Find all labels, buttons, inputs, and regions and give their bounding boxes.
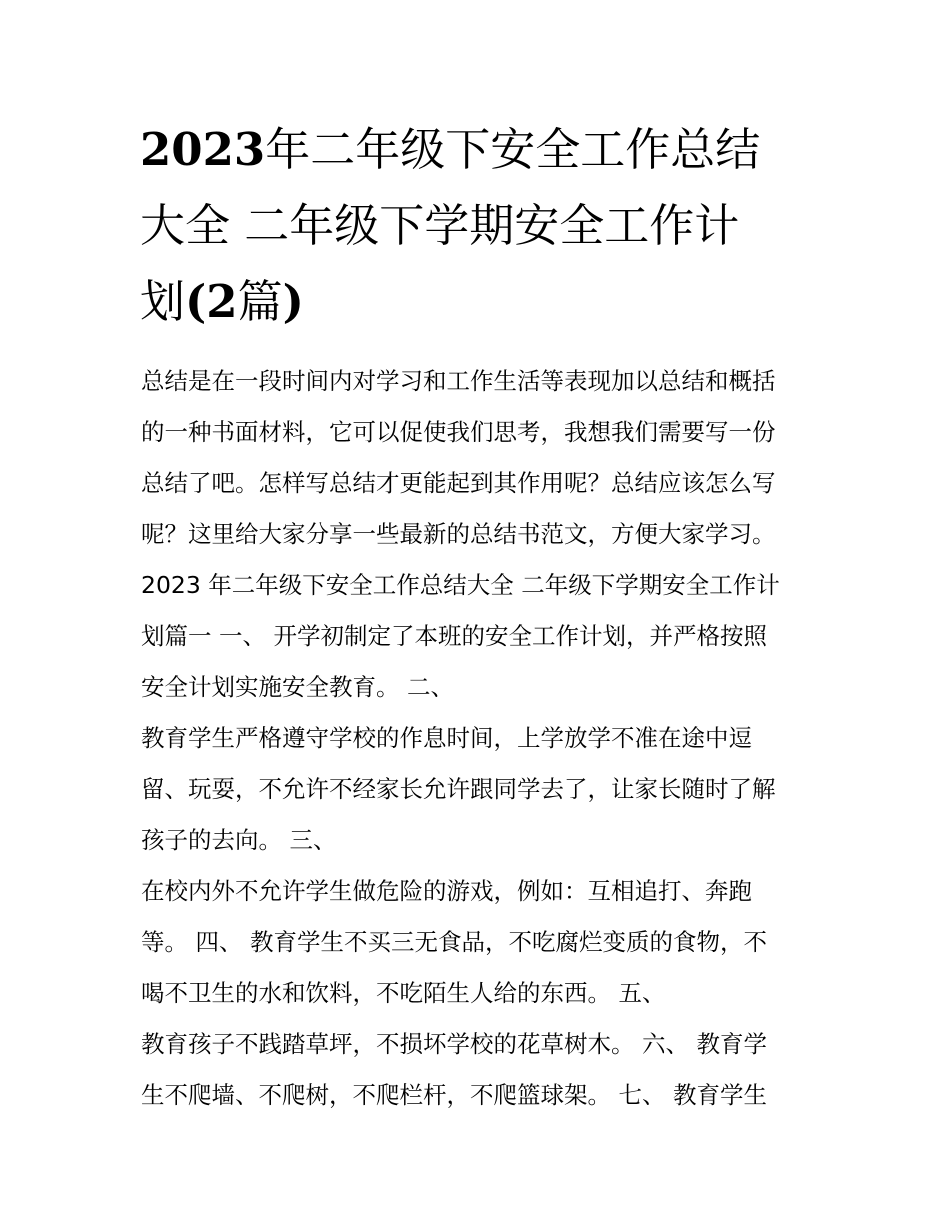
title-line-3-text: 划 [140,275,186,328]
title-line-2 [140,188,820,264]
body-line: 教育学生严格遵守学校的作息时间，上学放学不准在途中逗 [141,724,752,752]
document-title [140,112,820,340]
body-line: 在校内外不允许学生做危险的游戏，例如：互相追打、奔跑 [141,877,752,905]
body-line: 生不爬墙、不爬树，不爬栏杆，不爬篮球架。 七、 教育学生 [141,1081,767,1109]
body-line: 安全计划实施安全教育。 二、 [141,673,454,701]
title-count-close: ) [282,275,304,328]
body-line: 划篇一 一、 开学初制定了本班的安全工作计划，并严格按照 [141,622,767,650]
title-line-1 [140,112,820,188]
body-line: 总结了吧。怎样写总结才更能起到其作用呢？总结应该怎么写 [141,469,776,497]
body-line: 喝不卫生的水和饮料，不吃陌生人给的东西。 五、 [141,979,666,1007]
title-line-3 [140,264,820,340]
title-line-1-text: 年二年级下安全工作总结 [265,123,761,176]
body-line: 呢？这里给大家分享一些最新的总结书范文，方便大家学习。 [141,520,776,548]
body-line: 总结是在一段时间内对学习和工作生活等表现加以总结和概括 [141,367,776,395]
body-line: 留、玩耍，不允许不经家长允许跟同学去了，让家长随时了解 [141,775,776,803]
body-line: 教育孩子不践踏草坪，不损坏学校的花草树木。 六、 教育学 [141,1030,767,1058]
body-line: 孩子的去向。 三、 [141,826,337,854]
title-count-open: (2 [185,275,238,328]
document-body [141,356,821,1121]
body-line: 2023 年二年级下安全工作总结大全 二年级下学期安全工作计 [141,571,780,599]
title-count-unit: 篇 [237,275,283,328]
body-line: 等。 四、 教育学生不买三无食品，不吃腐烂变质的食物，不 [141,928,767,956]
body-line: 的一种书面材料，它可以促使我们思考，我想我们需要写一份 [141,418,776,446]
title-line-2-text: 大全 二年级下学期安全工作计 [140,199,740,252]
title-year: 2023 [140,123,266,176]
